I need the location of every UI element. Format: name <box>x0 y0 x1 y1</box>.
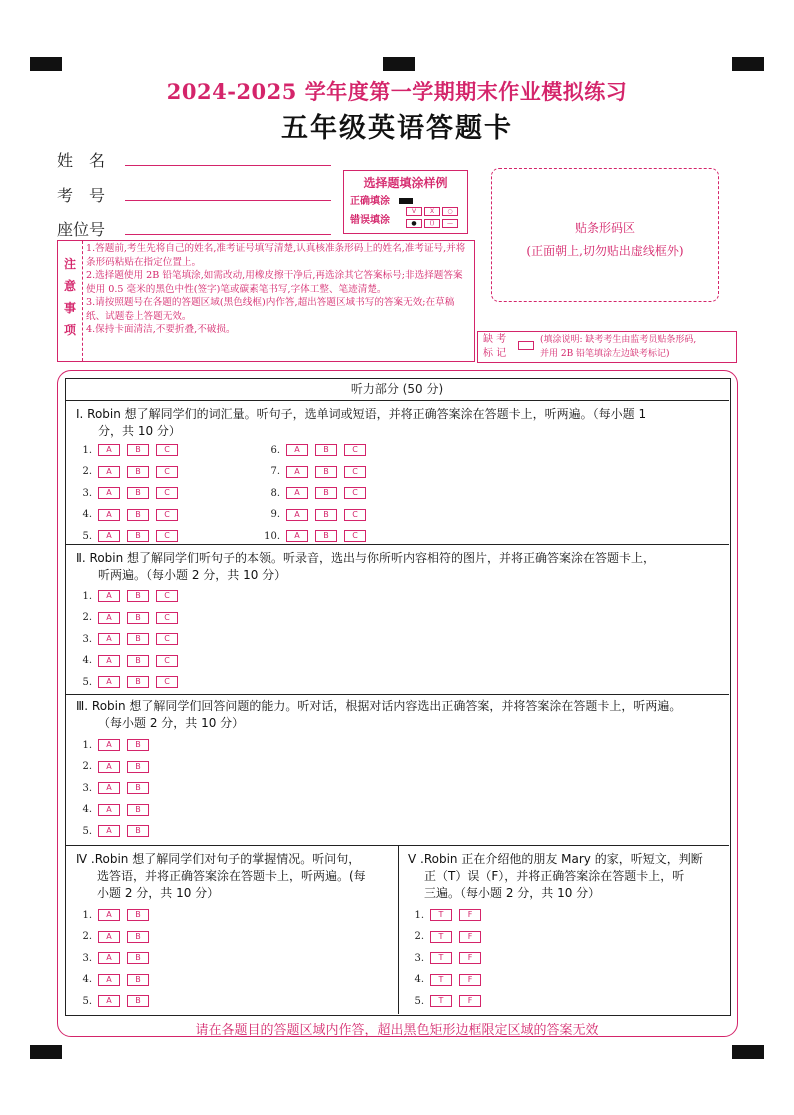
answer-bubble-b[interactable]: B <box>127 739 149 751</box>
exam-title: 2024-2025 学年度第一学期期末作业模拟练习 <box>166 79 628 104</box>
question-number: 7. <box>270 466 280 477</box>
question-number: 4. <box>82 509 92 520</box>
question-number: 1. <box>82 444 92 456</box>
section-1-heading: Ⅰ. Robin 想了解同学们的词汇量。听句子，选单词或短语，并将正确答案涂在答题卡上，听两遍。（每小题 1 分，共 10 分） <box>76 407 647 438</box>
answer-bubble-b[interactable]: B <box>127 782 149 794</box>
wrong-mark-check-icon: V <box>406 207 422 216</box>
answer-bubble-a[interactable]: A <box>98 909 120 921</box>
question-row <box>70 761 156 773</box>
answer-bubble-a[interactable]: A <box>98 466 120 478</box>
section-2-heading: Ⅱ. Robin 想了解同学们听句子的本领。听录音，选出与你所听内容相符的图片，并将正确答案涂在答题卡上， 听两遍。（每小题 2 分，共 10 分） <box>76 551 656 582</box>
divider <box>65 694 729 695</box>
question-row <box>70 487 185 499</box>
answer-bubble-b[interactable]: B <box>127 974 149 986</box>
question-row <box>70 782 156 794</box>
question-number: 5. <box>82 530 92 542</box>
question-number: 2. <box>82 761 92 772</box>
absent-label: 缺 考 标 记 <box>483 334 507 359</box>
answer-bubble-a[interactable]: A <box>98 825 120 837</box>
answer-bubble-a[interactable]: A <box>286 530 308 542</box>
answer-bubble-t[interactable]: T <box>430 995 452 1007</box>
question-number: 2. <box>82 612 92 623</box>
divider <box>65 544 729 545</box>
answer-bubble-a[interactable]: A <box>98 931 120 943</box>
answer-bubble-b[interactable]: B <box>127 952 149 964</box>
answer-bubble-b[interactable]: B <box>127 676 149 688</box>
question-row <box>402 974 488 986</box>
question-number: 1. <box>414 909 424 921</box>
registration-mark-bottom-right <box>732 1045 764 1059</box>
wrong-mark-dash-icon: — <box>442 219 458 228</box>
listening-section-title: 听力部分 (50 分) <box>350 382 444 396</box>
question-number: 3. <box>82 633 92 645</box>
notice-item: 4.保持卡面清洁,不要折叠,不破损。 <box>86 324 236 335</box>
answer-bubble-b[interactable]: B <box>127 509 149 521</box>
question-number: 9. <box>270 509 280 520</box>
answer-bubble-a[interactable]: A <box>98 633 120 645</box>
column-divider <box>398 845 399 1014</box>
answer-bubble-c[interactable]: C <box>156 509 178 521</box>
answer-bubble-c[interactable]: C <box>156 530 178 542</box>
question-number: 4. <box>414 974 424 985</box>
answer-bubble-a[interactable]: A <box>98 509 120 521</box>
question-row <box>402 909 488 921</box>
answer-bubble-t[interactable]: T <box>430 974 452 986</box>
question-row <box>258 487 373 499</box>
answer-bubble-a[interactable]: A <box>98 444 120 456</box>
name-line <box>125 164 331 166</box>
question-row <box>70 739 156 751</box>
notice-items <box>86 242 470 337</box>
question-row <box>70 804 156 816</box>
wrong-marks <box>406 207 460 228</box>
question-number: 8. <box>270 487 280 499</box>
answer-bubble-c[interactable]: C <box>156 466 178 478</box>
question-row <box>70 444 185 456</box>
answer-bubble-b[interactable]: B <box>315 487 337 499</box>
question-number: 3. <box>414 952 424 964</box>
answer-bubble-c[interactable]: C <box>156 590 178 602</box>
question-row <box>70 590 185 602</box>
answer-bubble-b[interactable]: B <box>127 444 149 456</box>
question-row <box>70 995 156 1007</box>
answer-bubble-c[interactable]: C <box>156 444 178 456</box>
answer-bubble-b[interactable]: B <box>127 590 149 602</box>
question-row <box>402 995 488 1007</box>
seat-number-label: 座位号 <box>57 220 106 239</box>
divider <box>65 400 729 401</box>
wrong-mark-dot-icon: ● <box>406 219 422 228</box>
question-number: 6. <box>270 444 280 456</box>
answer-bubble-a[interactable]: A <box>98 782 120 794</box>
answer-bubble-f[interactable]: F <box>459 995 481 1007</box>
question-row <box>70 931 156 943</box>
notice-item: 3.请按照题号在各题的答题区域(黑色线框)内作答,超出答题区域书写的答案无效;在草稿纸、试题卷上答题无效。 <box>86 297 455 322</box>
answer-bubble-b[interactable]: B <box>127 804 149 816</box>
question-number: 1. <box>82 909 92 921</box>
question-number: 5. <box>82 995 92 1007</box>
exam-number-label: 考 号 <box>57 186 106 205</box>
answer-bubble-a[interactable]: A <box>98 952 120 964</box>
question-number: 5. <box>414 995 424 1007</box>
answer-bubble-b[interactable]: B <box>127 825 149 837</box>
wrong-fill-label: 错误填涂 <box>350 215 390 226</box>
answer-bubble-b[interactable]: B <box>127 633 149 645</box>
question-number: 3. <box>82 952 92 964</box>
answer-bubble-f[interactable]: F <box>459 952 481 964</box>
question-number: 1. <box>82 590 92 602</box>
registration-mark-top-center <box>383 57 415 71</box>
answer-bubble-c[interactable]: C <box>156 655 178 667</box>
registration-mark-top-right <box>732 57 764 71</box>
section-3-heading: Ⅲ. Robin 想了解同学们回答问题的能力。听对话，根据对话内容选出正确答案，并将答案涂在答题卡上，听两遍。 （每小题 2 分，共 10 分） <box>76 699 682 730</box>
question-row <box>258 509 373 521</box>
answer-bubble-a[interactable]: A <box>98 612 120 624</box>
question-number: 2. <box>82 466 92 477</box>
question-number: 5. <box>82 676 92 688</box>
answer-bubble-a[interactable]: A <box>98 655 120 667</box>
answer-bubble-a[interactable]: A <box>98 804 120 816</box>
question-row <box>70 676 185 688</box>
answer-bubble-a[interactable]: A <box>286 487 308 499</box>
notice-side-label: 注 意 事 项 <box>58 241 83 361</box>
notice-item: 2.选择题使用 2B 铅笔填涂,如需改动,用橡皮擦干净后,再选涂其它答案标号;非选择题答案使用 0.5 毫米的黑色中性(签字)笔或碳素笔书写,字体工整、笔迹清楚。 <box>86 270 463 295</box>
exam-number-line <box>125 199 331 201</box>
answer-bubble-c[interactable]: C <box>156 612 178 624</box>
question-row <box>70 633 185 645</box>
notice-item: 1.答题前,考生先将自己的姓名,准考证号填写清楚,认真核准条形码上的姓名,准考证号,并将条形码粘贴在指定位置上。 <box>86 243 466 268</box>
answer-bubble-c[interactable]: C <box>344 487 366 499</box>
seat-number-field[interactable] <box>57 217 125 240</box>
filled-mark-icon <box>399 198 413 204</box>
section-4-heading: Ⅳ .Robin 想了解同学们对句子的掌握情况。听问句， 选答语，并将正确答案涂在答题卡上，听两遍。(每 小题 2 分，共 10 分） <box>76 852 366 900</box>
answer-bubble-a[interactable]: A <box>286 466 308 478</box>
question-row <box>70 974 156 986</box>
answer-bubble-a[interactable]: A <box>98 676 120 688</box>
answer-bubble-t[interactable]: T <box>430 909 452 921</box>
answer-bubble-b[interactable]: B <box>315 530 337 542</box>
registration-mark-top-left <box>30 57 62 71</box>
answer-bubble-b[interactable]: B <box>127 909 149 921</box>
answer-bubble-a[interactable]: A <box>286 509 308 521</box>
answer-bubble-a[interactable]: A <box>286 444 308 456</box>
answer-sheet-title: 五年级英语答题卡 <box>281 113 513 144</box>
answer-bubble-a[interactable]: A <box>98 974 120 986</box>
answer-bubble-b[interactable]: B <box>127 530 149 542</box>
question-row <box>70 825 156 837</box>
answer-bubble-f[interactable]: F <box>459 909 481 921</box>
answer-bubble-c[interactable]: C <box>344 530 366 542</box>
question-number: 3. <box>82 782 92 794</box>
name-field[interactable] <box>57 148 125 171</box>
barcode-label: 贴条形码区 <box>574 221 635 235</box>
exam-number-field[interactable] <box>57 183 125 206</box>
question-number: 2. <box>414 931 424 942</box>
answer-bubble-c[interactable]: C <box>344 444 366 456</box>
fill-sample-title: 选择题填涂样例 <box>363 176 448 190</box>
question-row <box>402 952 488 964</box>
answer-bubble-b[interactable]: B <box>127 761 149 773</box>
answer-bubble-a[interactable]: A <box>98 590 120 602</box>
answer-bubble-a[interactable]: A <box>98 739 120 751</box>
answer-bubble-c[interactable]: C <box>344 466 366 478</box>
answer-bubble-a[interactable]: A <box>98 530 120 542</box>
wrong-mark-cross-icon: X <box>424 207 440 216</box>
answer-bubble-c[interactable]: C <box>156 487 178 499</box>
answer-bubble-b[interactable]: B <box>127 466 149 478</box>
answer-bubble-a[interactable]: A <box>98 995 120 1007</box>
correct-fill-row <box>350 192 413 207</box>
wrong-fill-row <box>350 211 390 226</box>
question-row <box>70 655 185 667</box>
wrong-mark-circle-icon: ○ <box>442 207 458 216</box>
answer-bubble-b[interactable]: B <box>127 995 149 1007</box>
answer-bubble-b[interactable]: B <box>315 466 337 478</box>
question-row <box>70 952 156 964</box>
answer-bubble-b[interactable]: B <box>315 509 337 521</box>
section-5-heading: Ⅴ .Robin 正在介绍他的朋友 Mary 的家，听短文，判断 正（T）误（F），并将正确答案涂在答题卡上，听 三遍。（每小题 2 分，共 10 分） <box>408 852 703 900</box>
answer-bubble-c[interactable]: C <box>344 509 366 521</box>
barcode-area <box>491 168 719 302</box>
fill-sample-box <box>343 170 468 234</box>
question-number: 4. <box>82 974 92 985</box>
barcode-hint: (正面朝上,切勿贴出虚线框外) <box>526 244 684 258</box>
answer-bubble-b[interactable]: B <box>127 487 149 499</box>
question-number: 2. <box>82 931 92 942</box>
question-number: 1. <box>82 739 92 751</box>
absent-mark-box <box>477 331 737 363</box>
question-row <box>258 466 373 478</box>
footer-note: 请在各题目的答题区域内作答，超出黑色矩形边框限定区域的答案无效 <box>195 1023 599 1038</box>
answer-bubble-f[interactable]: F <box>459 974 481 986</box>
answer-bubble-b[interactable]: B <box>127 931 149 943</box>
question-number: 10. <box>264 530 280 542</box>
seat-number-line <box>125 233 331 235</box>
registration-mark-bottom-left <box>30 1045 62 1059</box>
answer-bubble-f[interactable]: F <box>459 931 481 943</box>
answer-bubble-t[interactable]: T <box>430 952 452 964</box>
question-row <box>70 909 156 921</box>
question-row <box>258 530 373 542</box>
notice-box <box>57 240 475 362</box>
question-row <box>70 509 185 521</box>
divider <box>65 845 729 846</box>
answer-bubble-a[interactable]: A <box>98 487 120 499</box>
answer-bubble-a[interactable]: A <box>98 761 120 773</box>
answer-bubble-b[interactable]: B <box>127 655 149 667</box>
question-number: 4. <box>82 804 92 815</box>
absent-note: (填涂说明: 缺考考生由监考员贴条形码, 并用 2B 铅笔填涂左边缺考标记) <box>540 335 697 359</box>
answer-bubble-b[interactable]: B <box>127 612 149 624</box>
wrong-mark-paren-icon: () <box>424 219 440 228</box>
question-row <box>70 612 185 624</box>
question-row <box>70 530 185 542</box>
question-number: 5. <box>82 825 92 837</box>
question-row <box>70 466 185 478</box>
name-label: 姓 名 <box>57 151 106 170</box>
answer-bubble-b[interactable]: B <box>315 444 337 456</box>
question-number: 4. <box>82 655 92 666</box>
question-row <box>258 444 373 456</box>
answer-bubble-t[interactable]: T <box>430 931 452 943</box>
correct-fill-label: 正确填涂 <box>350 196 390 207</box>
answer-bubble-c[interactable]: C <box>156 676 178 688</box>
answer-bubble-c[interactable]: C <box>156 633 178 645</box>
absent-checkbox[interactable] <box>518 341 534 350</box>
question-row <box>402 931 488 943</box>
question-number: 3. <box>82 487 92 499</box>
